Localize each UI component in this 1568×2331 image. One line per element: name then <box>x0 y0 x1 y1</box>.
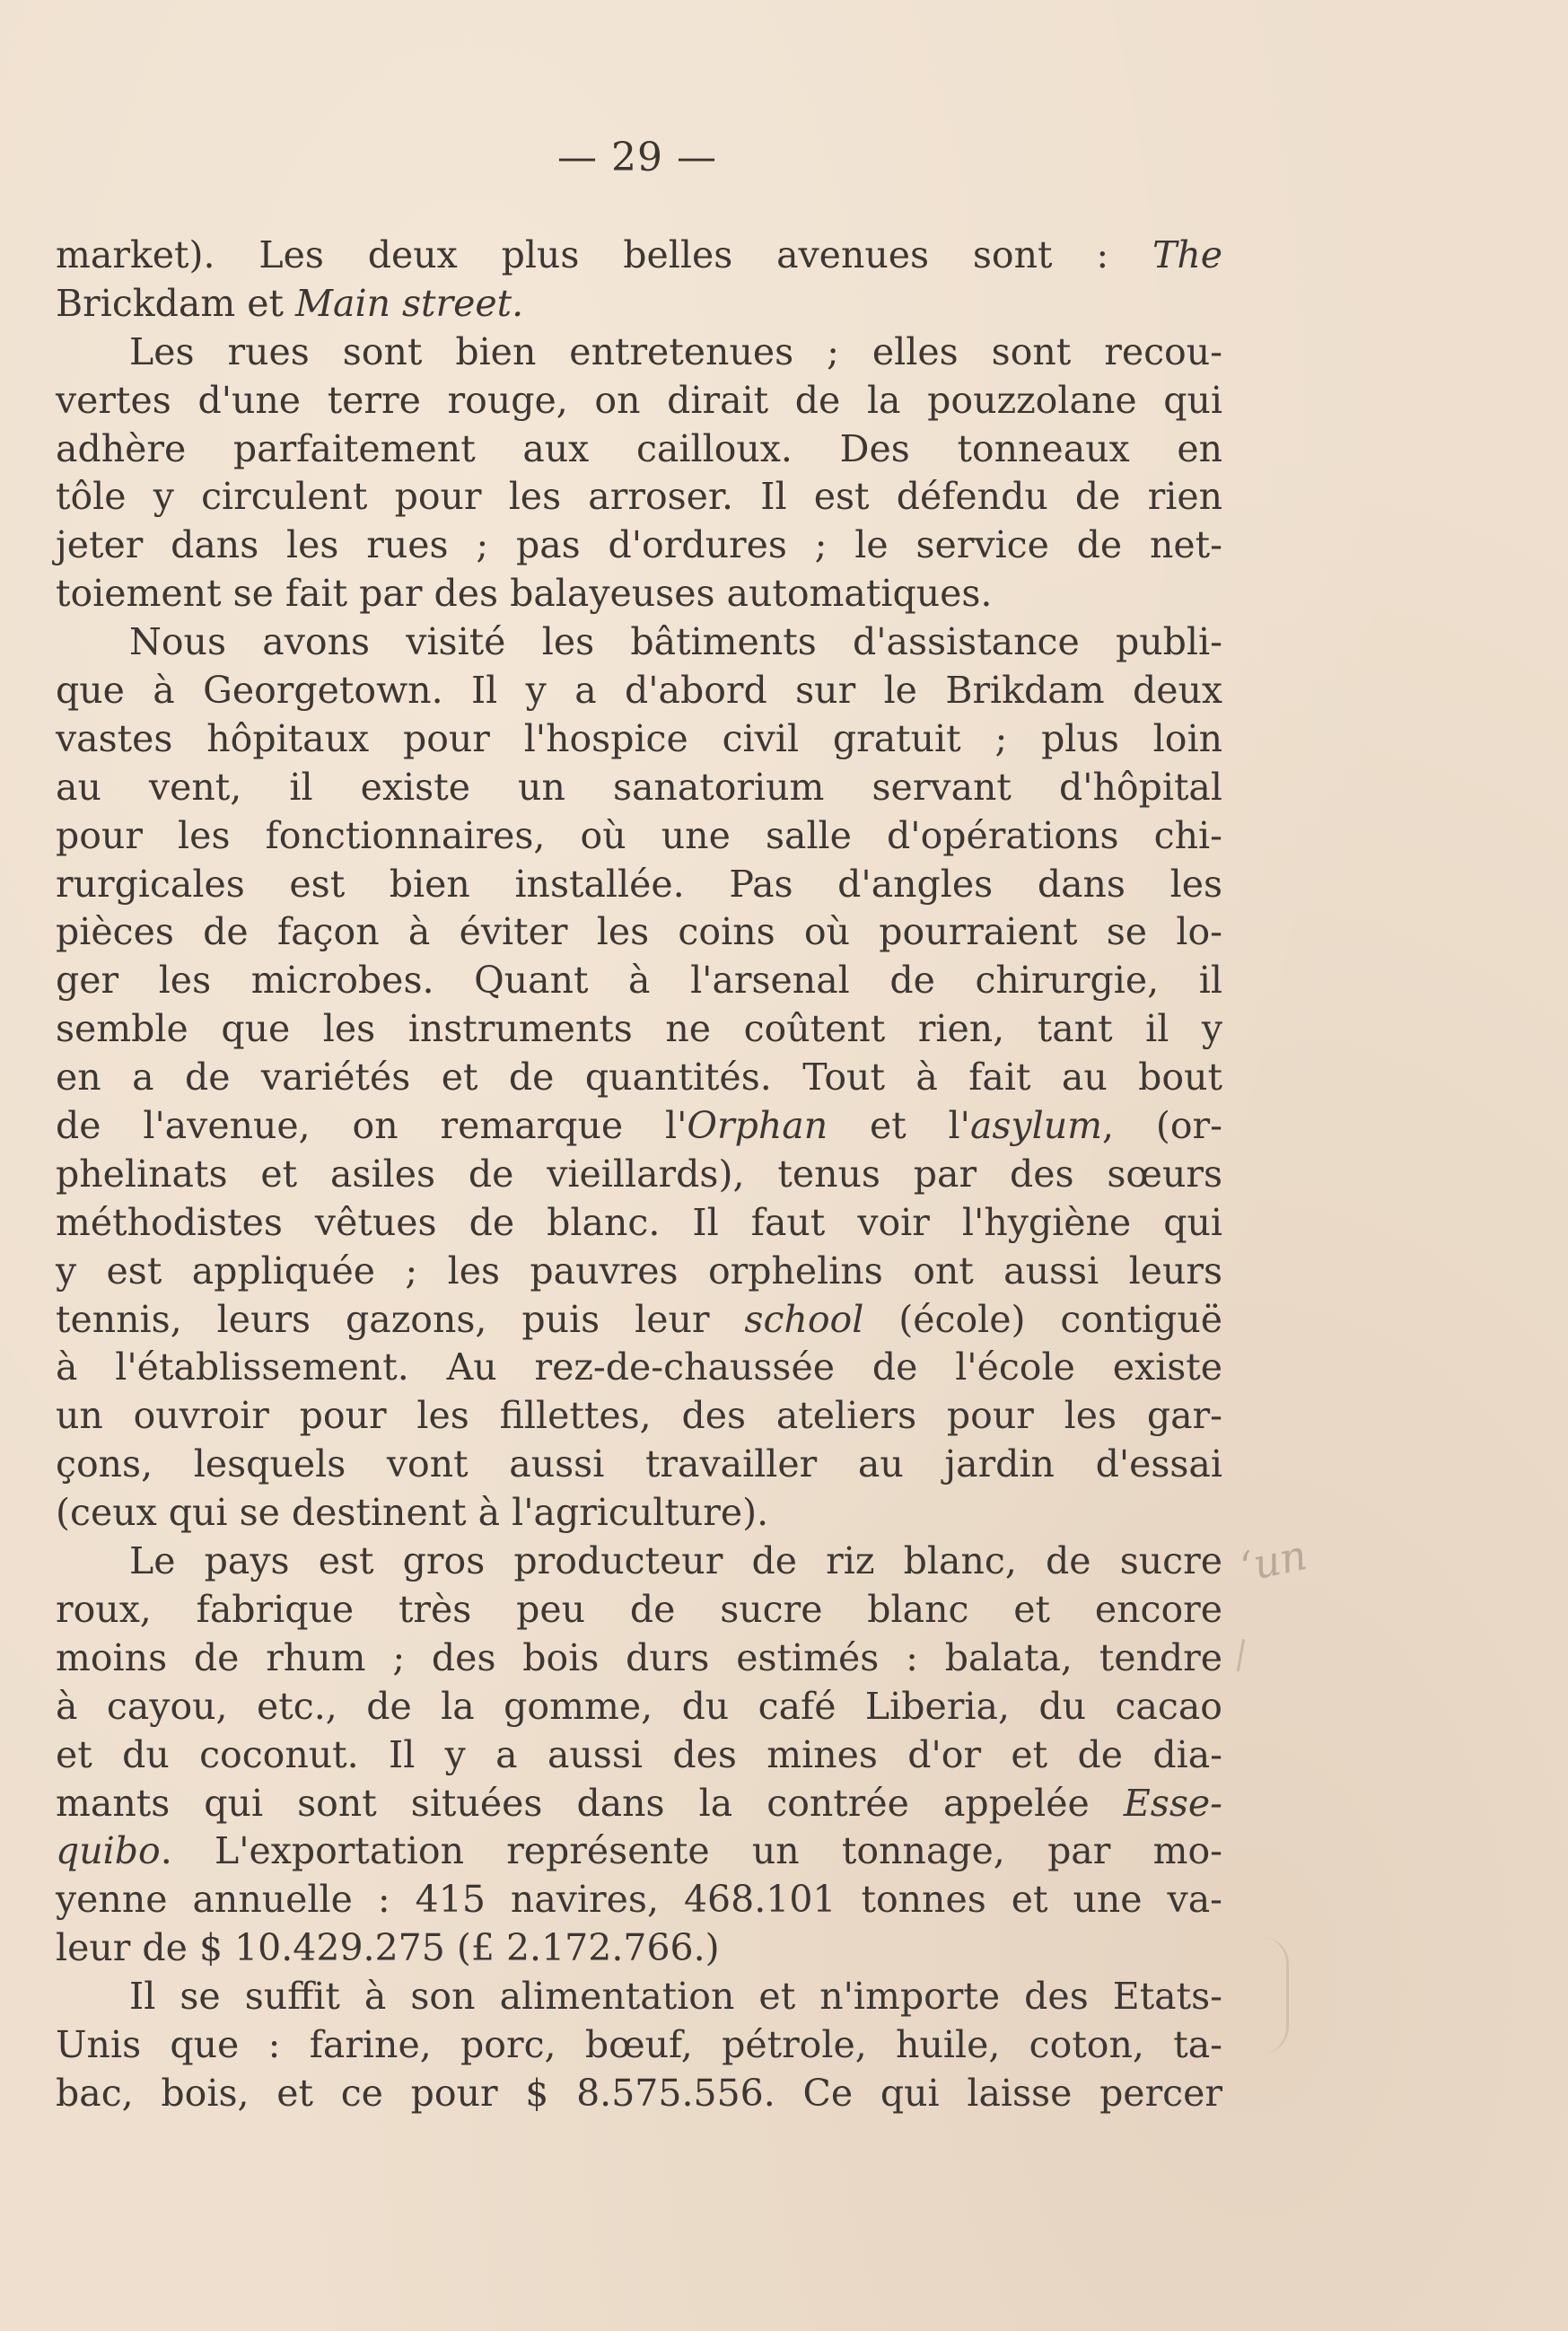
italic-text-segment: asylum <box>969 1104 1102 1148</box>
text-line <box>56 1248 1222 1296</box>
text-line <box>56 1392 1222 1441</box>
italic-text-segment: Esse- <box>1123 1781 1222 1825</box>
text-line <box>56 764 1222 812</box>
text-line <box>56 1344 1222 1392</box>
text-segment: (école) contiguë <box>863 1297 1222 1341</box>
text-line <box>56 377 1222 425</box>
text-segment: toiement se fait par des balayeuses automatiques. <box>56 572 993 616</box>
text-segment: bac, bois, et ce pour $ 8.575.556. Ce qui laisse percer <box>56 2071 1222 2115</box>
text-segment: Il se suffit à son alimentation et n'importe des Etats- <box>56 1975 1222 2019</box>
text-segment: moins de rhum ; des bois durs estimés : balata, tendre <box>56 1635 1222 1679</box>
text-segment: roux, fabrique très peu de sucre blanc et encore <box>56 1587 1222 1631</box>
text-segment: Les rues sont bien entretenues ; elles sont recou- <box>56 329 1222 373</box>
text-line <box>56 715 1222 764</box>
text-segment: . L'exportation représente un tonnage, par mo- <box>160 1829 1222 1873</box>
text-segment: tennis, leurs gazons, puis leur <box>56 1297 745 1341</box>
text-segment: Unis que : farine, porc, bœuf, pétrole, huile, coton, ta- <box>56 2022 1222 2066</box>
text-segment: phelinats et asiles de vieillards), tenus par des sœurs <box>56 1152 1222 1196</box>
text-segment: tôle y circulent pour les arroser. Il est défendu de rien <box>56 475 1222 519</box>
text-segment: , (or- <box>1101 1104 1222 1148</box>
text-segment: mants qui sont situées dans la contrée appelée <box>56 1781 1124 1825</box>
text-segment: pour les fonctionnaires, où une salle d'opérations chi- <box>56 813 1222 857</box>
text-segment: Nous avons visité les bâtiments d'assistance publi- <box>56 620 1222 664</box>
text-line <box>56 570 1222 618</box>
text-line <box>56 280 1222 329</box>
text-segment: Le pays est gros producteur de riz blanc, de sucre <box>56 1539 1222 1583</box>
text-segment: et du coconut. Il y a aussi des mines d'or et de dia- <box>56 1732 1222 1776</box>
text-segment: au vent, il existe un sanatorium servant d'hôpital <box>56 765 1222 809</box>
text-segment: à cayou, etc., de la gomme, du café Liberia, du cacao <box>56 1684 1222 1728</box>
text-line <box>56 861 1222 909</box>
text-line <box>56 1199 1222 1248</box>
text-line <box>56 1538 1222 1586</box>
pencil-margin-note: ʻun <box>1236 1529 1311 1592</box>
text-line <box>56 1876 1222 1924</box>
text-segment: ger les microbes. Quant à l'arsenal de chirurgie, il <box>56 959 1222 1003</box>
text-line <box>56 667 1222 715</box>
pencil-bracket-mark <box>1259 1937 1289 2054</box>
text-segment: jeter dans les rues ; pas d'ordures ; le service de net- <box>56 523 1222 567</box>
text-line <box>56 425 1222 474</box>
text-line <box>56 2021 1222 2070</box>
text-line <box>56 1441 1222 1489</box>
text-line <box>56 1780 1222 1828</box>
text-segment: et l' <box>828 1104 970 1148</box>
text-segment: de l'avenue, on remarque l' <box>56 1104 688 1148</box>
text-line <box>56 473 1222 521</box>
pencil-tick-mark <box>1237 1639 1245 1671</box>
text-line <box>56 1973 1222 2021</box>
text-line <box>56 1151 1222 1199</box>
text-line <box>56 1054 1222 1102</box>
text-segment: semble que les instruments ne coûtent rien, tant il y <box>56 1007 1222 1051</box>
text-segment: (ceux qui se destinent à l'agriculture). <box>56 1491 769 1535</box>
text-segment: vertes d'une terre rouge, on dirait de la pouzzolane qui <box>56 378 1222 422</box>
text-line <box>56 1827 1222 1876</box>
text-line <box>56 1683 1222 1731</box>
text-segment: pièces de façon à éviter les coins où pourraient se lo- <box>56 910 1222 954</box>
text-line <box>56 1296 1222 1345</box>
text-line <box>56 232 1222 280</box>
italic-text-segment: Main street. <box>295 281 524 325</box>
text-line <box>56 329 1222 377</box>
text-segment: un ouvroir pour les fillettes, des ateliers pour les gar- <box>56 1394 1222 1438</box>
text-segment: que à Georgetown. Il y a d'abord sur le Brikdam deux <box>56 669 1222 713</box>
text-line <box>56 1102 1222 1151</box>
text-line <box>56 1924 1222 1973</box>
text-segment: leur de $ 10.429.275 (£ 2.172.766.) <box>56 1926 720 1970</box>
text-line <box>56 812 1222 861</box>
text-line <box>56 618 1222 667</box>
text-segment: à l'établissement. Au rez-de-chaussée de l'école existe <box>56 1345 1222 1389</box>
text-line <box>56 1634 1222 1683</box>
text-line <box>56 1005 1222 1054</box>
text-segment: adhère parfaitement aux cailloux. Des tonneaux en <box>56 426 1222 470</box>
text-line <box>56 1489 1222 1538</box>
text-segment: méthodistes vêtues de blanc. Il faut voir l'hygiène qui <box>56 1200 1222 1244</box>
text-line <box>56 957 1222 1005</box>
text-segment: Brickdam et <box>56 281 296 325</box>
text-line <box>56 1731 1222 1780</box>
body-text <box>56 232 1222 2118</box>
text-segment: y est appliquée ; les pauvres orphelins ont aussi leurs <box>56 1249 1222 1293</box>
text-line <box>56 908 1222 957</box>
italic-text-segment: quibo <box>56 1829 161 1873</box>
text-line <box>56 1586 1222 1634</box>
text-segment: market). Les deux plus belles avenues sont : <box>56 233 1152 276</box>
text-segment: rurgicales est bien installée. Pas d'angles dans les <box>56 862 1222 906</box>
text-segment: yenne annuelle : 415 navires, 468.101 tonnes et une va- <box>56 1878 1222 1922</box>
italic-text-segment: Orphan <box>687 1104 828 1148</box>
text-line <box>56 2070 1222 2118</box>
text-segment: çons, lesquels vont aussi travailler au jardin d'essai <box>56 1442 1222 1486</box>
italic-text-segment: school <box>744 1297 864 1341</box>
text-segment: vastes hôpitaux pour l'hospice civil gratuit ; plus loin <box>56 716 1222 760</box>
text-line <box>56 521 1222 570</box>
italic-text-segment: The <box>1152 233 1222 276</box>
text-segment: en a de variétés et de quantités. Tout à fait au bout <box>56 1056 1222 1100</box>
page-number: — 29 — <box>557 135 717 180</box>
